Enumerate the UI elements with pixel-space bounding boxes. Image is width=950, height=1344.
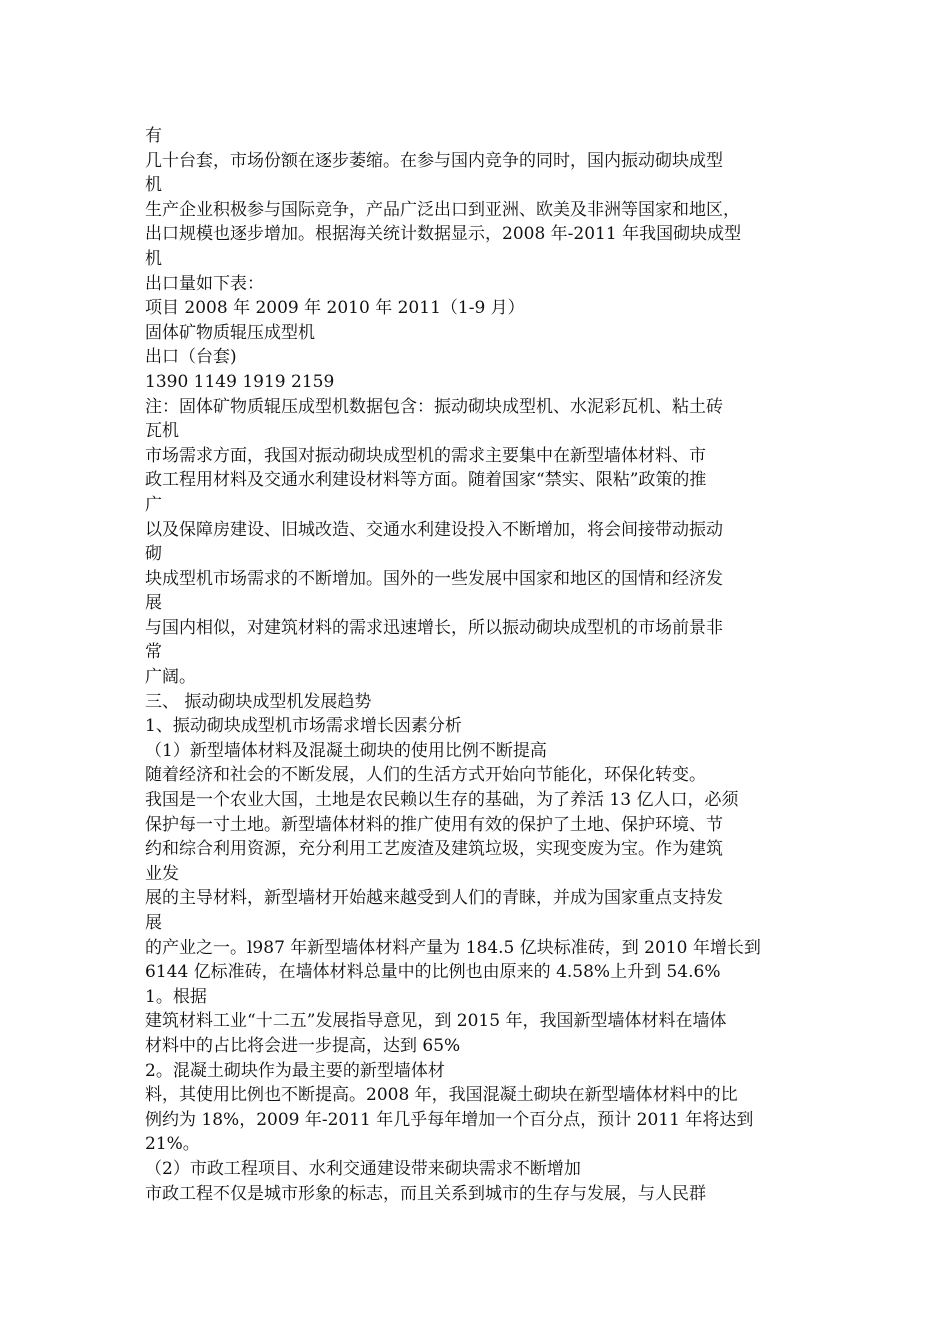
text-line: 展的主导材料，新型墙材开始越来越受到人们的青睐，并成为国家重点支持发 — [145, 888, 723, 909]
text-line: （1）新型墙体材料及混凝土砌块的使用比例不断提高 — [145, 740, 547, 761]
text-line: 市政工程不仅是城市形象的标志，而且关系到城市的生存与发展，与人民群 — [145, 1183, 706, 1204]
text-line: 业发 — [145, 863, 179, 884]
text-line: 保护每一寸土地。新型墙体材料的推广使用有效的保护了土地、保护环境、节 — [145, 814, 723, 835]
text-line: 块成型机市场需求的不断增加。国外的一些发展中国家和地区的国情和经济发 — [145, 568, 723, 589]
text-line: 出口量如下表： — [145, 273, 264, 294]
text-line: 约和综合利用资源，充分利用工艺废渣及建筑垃圾，实现变废为宝。作为建筑 — [145, 839, 723, 860]
text-line: 政工程用材料及交通水利建设材料等方面。随着国家“禁实、限粘”政策的推 — [145, 470, 707, 491]
text-line: 常 — [145, 642, 162, 663]
text-line: 砌 — [145, 544, 162, 565]
text-line: 料，其使用比例也不断提高。2008 年，我国混凝土砌块在新型墙体材料中的比 — [145, 1085, 738, 1106]
text-line: 有 — [145, 126, 162, 146]
text-line: 展 — [145, 593, 162, 614]
text-line: 项目 2008 年 2009 年 2010 年 2011（1-9 月） — [145, 298, 525, 319]
text-line: 1、振动砌块成型机市场需求增长因素分析 — [145, 716, 462, 737]
text-line: 三、 振动砌块成型机发展趋势 — [145, 691, 372, 712]
text-line: 我国是一个农业大国，土地是农民赖以生存的基础，为了养活 13 亿人口，必须 — [145, 790, 739, 811]
text-line: 广 — [145, 494, 162, 515]
text-line: 市场需求方面，我国对振动砌块成型机的需求主要集中在新型墙体材料、市 — [145, 445, 706, 466]
text-line: 几十台套，市场份额在逐步萎缩。在参与国内竞争的同时，国内振动砌块成型 — [145, 150, 723, 171]
text-line: 的产业之一。l987 年新型墙体材料产量为 184.5 亿块标准砖，到 2010 年增长到 — [145, 937, 761, 958]
text-line: 以及保障房建设、旧城改造、交通水利建设投入不断增加，将会间接带动振动 — [145, 519, 723, 540]
text-line: （2）市政工程项目、水利交通建设带来砌块需求不断增加 — [145, 1158, 581, 1179]
text-line: 机 — [145, 248, 162, 269]
document-body — [145, 124, 815, 1206]
text-line: 固体矿物质辊压成型机 — [145, 322, 315, 343]
text-line: 机 — [145, 175, 162, 196]
text-line: 出口（台套) — [145, 347, 237, 368]
text-line: 广阔。 — [145, 667, 196, 688]
text-line: 1390 1149 1919 2159 — [145, 371, 335, 392]
text-line: 注：固体矿物质辊压成型机数据包含：振动砌块成型机、水泥彩瓦机、粘土砖 — [145, 396, 723, 417]
text-line: 21%。 — [145, 1134, 200, 1155]
text-line: 随着经济和社会的不断发展，人们的生活方式开始向节能化，环保化转变。 — [145, 765, 706, 786]
text-line: 生产企业积极参与国际竞争，产品广泛出口到亚洲、欧美及非洲等国家和地区， — [145, 199, 740, 220]
text-line: 出口规模也逐步增加。根据海关统计数据显示，2008 年-2011 年我国砌块成型 — [145, 224, 742, 245]
text-line: 瓦机 — [145, 421, 179, 442]
text-line: 2。混凝土砌块作为最主要的新型墙体材 — [145, 1060, 445, 1081]
text-line: 与国内相似，对建筑材料的需求迅速增长，所以振动砌块成型机的市场前景非 — [145, 617, 723, 638]
text-line: 展 — [145, 913, 162, 933]
text-line: 例约为 18%，2009 年-2011 年几乎每年增加一个百分点，预计 2011 年将达到 — [145, 1109, 754, 1130]
text-line: 6144 亿标准砖，在墙体材料总量中的比例也由原来的 4.58%上升到 54.6% — [145, 962, 721, 983]
text-line: 材料中的占比将会进一步提高，达到 65% — [145, 1035, 461, 1056]
text-line: 建筑材料工业“十二五”发展指导意见，到 2015 年，我国新型墙体材料在墙体 — [145, 1011, 727, 1032]
text-line: 1。根据 — [145, 986, 207, 1007]
